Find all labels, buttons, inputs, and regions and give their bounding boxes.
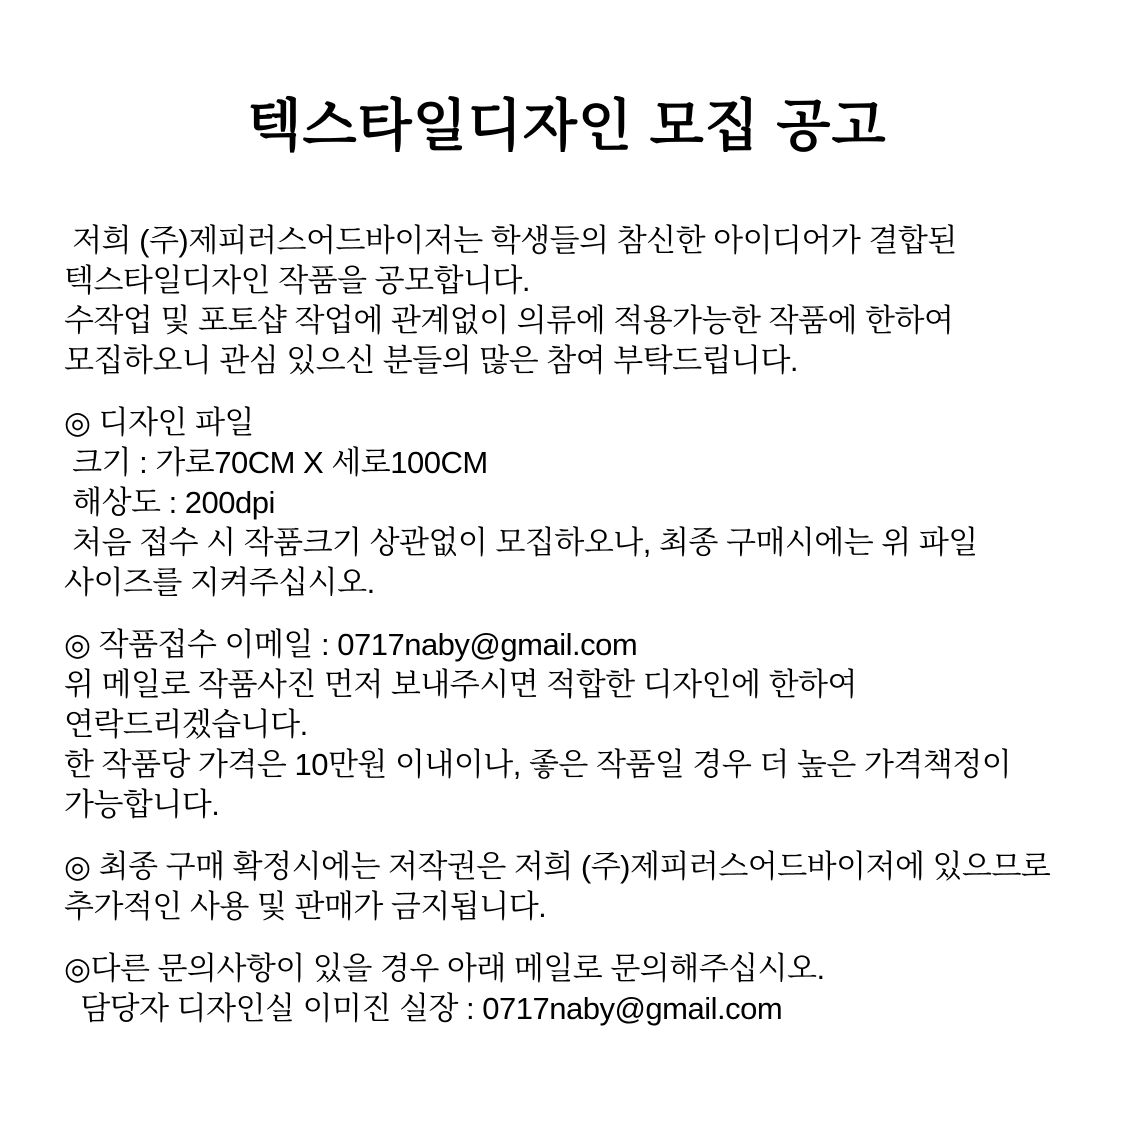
section-heading: ◎ 최종 구매 확정시에는 저작권은 저희 (주)제피러스어드바이저에 있으므로 [64,849,1051,885]
section-heading: ◎ 디자인 파일 [64,405,255,441]
text-line: 추가적인 사용 및 판매가 금지됩니다. [64,889,547,925]
section-copyright [64,847,1090,927]
text-line: 처음 접수 시 작품크기 상관없이 모집하오나, 최종 구매시에는 위 파일 [64,525,978,561]
text-line: 수작업 및 포토샵 작업에 관계없이 의류에 적용가능한 작품에 한하여 [64,303,954,339]
section-heading: ◎다른 문의사항이 있을 경우 아래 메일로 문의해주십시오. [64,951,825,987]
document-body [0,159,1134,1029]
text-line: 가능합니다. [64,787,220,823]
text-line-resolution: 해상도 : 200dpi [64,485,275,521]
text-line-contact-email: 담당자 디자인실 이미진 실장 : 0717naby@gmail.com [64,991,783,1027]
text-line: 저희 (주)제피러스어드바이저는 학생들의 참신한 아이디어가 결합된 [64,223,957,259]
text-line: 위 메일로 작품사진 먼저 보내주시면 적합한 디자인에 한하여 [64,667,857,703]
text-line: 사이즈를 지켜주십시오. [64,565,375,601]
section-intro [64,221,1090,381]
text-line: 모집하오니 관심 있으신 분들의 많은 참여 부탁드립니다. [64,343,799,379]
section-heading-email: ◎ 작품접수 이메일 : 0717naby@gmail.com [64,627,638,663]
section-contact [64,949,1090,1029]
text-line: 한 작품당 가격은 10만원 이내이나, 좋은 작품일 경우 더 높은 가격책정이 [64,747,1012,783]
section-design-file [64,403,1090,603]
text-line: 연락드리겠습니다. [64,707,308,743]
page-title: 텍스타일디자인 모집 공고 [247,94,887,157]
text-line-size: 크기 : 가로70CM X 세로100CM [64,445,488,481]
text-line: 텍스타일디자인 작품을 공모합니다. [64,263,531,299]
section-submission-email [64,625,1090,825]
